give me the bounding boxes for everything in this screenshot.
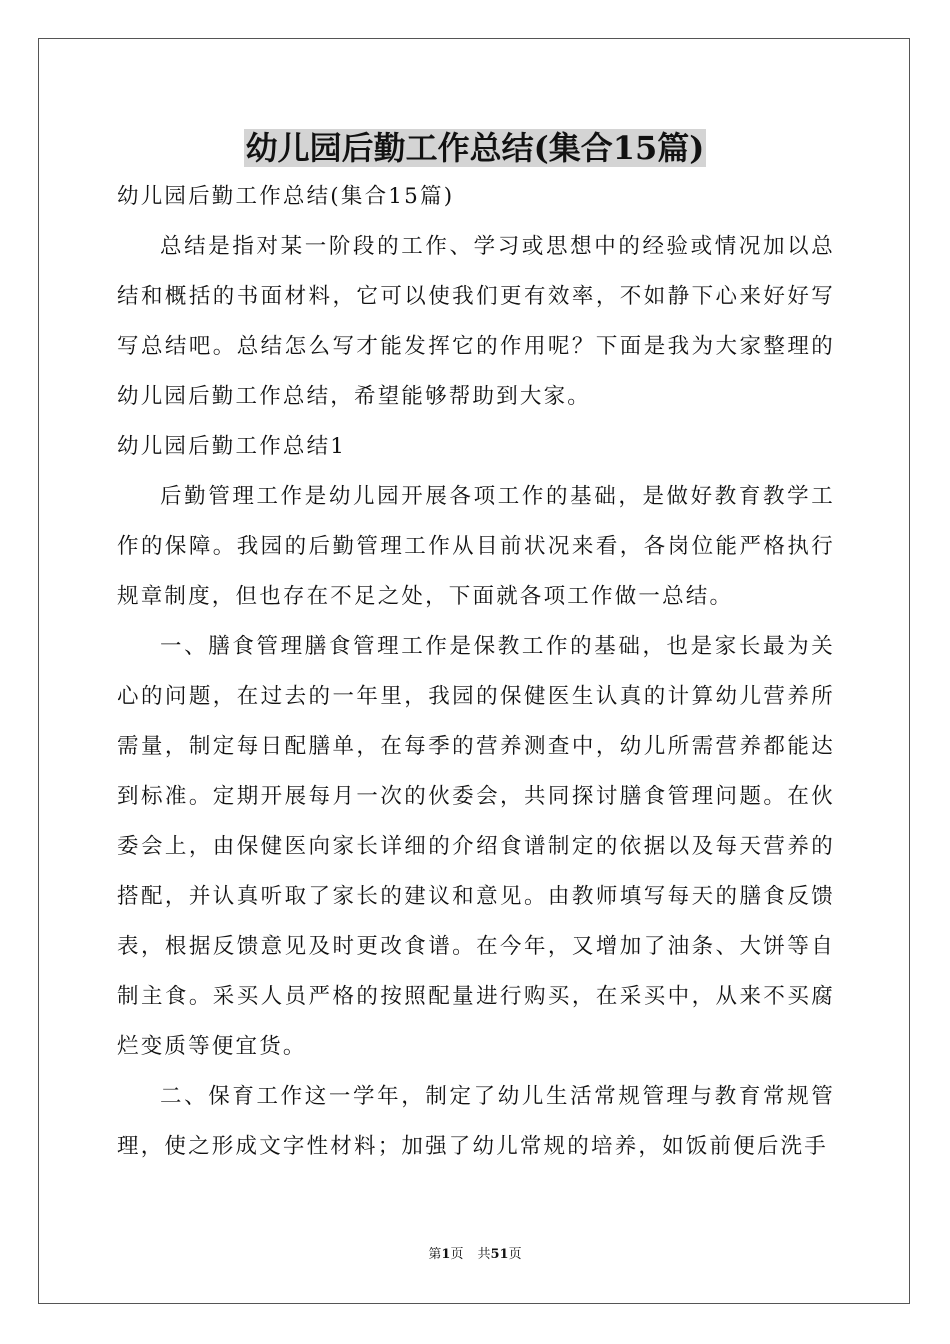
total-suffix: 页 <box>508 1247 522 1262</box>
body-paragraph-3: 二、保育工作这一学年，制定了幼儿生活常规管理与教育常规管理，使之形成文字性材料；加强了幼儿常规的培养，如饭前便后洗手 <box>117 1084 835 1159</box>
page-prefix: 第 <box>428 1247 442 1262</box>
document-title <box>0 124 950 172</box>
body-paragraph-1: 后勤管理工作是幼儿园开展各项工作的基础，是做好教育教学工作的保障。我园的后勤管理工作从目前状况来看，各岗位能严格执行规章制度，但也存在不足之处，下面就各项工作做一总结。 <box>117 484 835 609</box>
page-number: 1 <box>441 1247 451 1262</box>
document-subtitle: 幼儿园后勤工作总结(集合15篇) <box>117 184 455 209</box>
document-body <box>117 172 835 1172</box>
total-prefix: 共 <box>477 1247 491 1262</box>
page-footer <box>0 1246 950 1264</box>
intro-paragraph: 总结是指对某一阶段的工作、学习或思想中的经验或情况加以总结和概括的书面材料，它可以使我们更有效率，不如静下心来好好写写总结吧。总结怎么写才能发挥它的作用呢？下面是我为大家整理的幼儿园后勤工作总结，希望能够帮助到大家。 <box>117 234 835 409</box>
section-heading: 幼儿园后勤工作总结1 <box>117 434 347 459</box>
page-suffix: 页 <box>450 1247 464 1262</box>
body-paragraph-2: 一、膳食管理膳食管理工作是保教工作的基础，也是家长最为关心的问题，在过去的一年里，我园的保健医生认真的计算幼儿营养所需量，制定每日配膳单，在每季的营养测查中，幼儿所需营养都能达到标准。定期开展每月一次的伙委会，共同探讨膳食管理问题。在伙委会上，由保健医向家长详细的介绍食谱制定的依据以及每天营养的搭配，并认真听取了家长的建议和意见。由教师填写每天的膳食反馈表，根据反馈意见及时更改食谱。在今年，又增加了油条、大饼等自制主食。采买人员严格的按照配量进行购买，在采买中，从来不买腐烂变质等便宜货。 <box>117 634 835 1059</box>
document-title-text: 幼儿园后勤工作总结(集合15篇) <box>245 129 705 167</box>
total-pages: 51 <box>490 1247 509 1262</box>
